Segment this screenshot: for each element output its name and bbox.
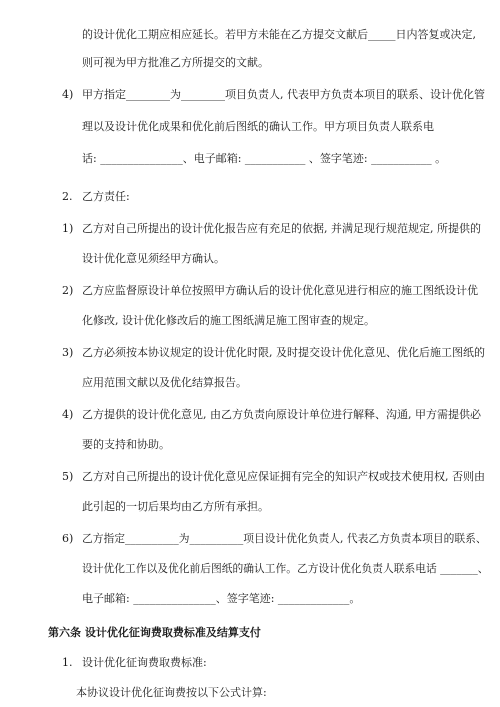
list-number: 1. (62, 656, 73, 669)
paragraph-line: 设计优化征询费取费标准: (82, 656, 207, 669)
list-number: 1) (62, 222, 74, 235)
paragraph-line: 电子邮箱: _______________、签字笔迹: _____________。 (82, 592, 361, 605)
section-heading: 乙方责任: (82, 190, 130, 203)
paragraph-line: 设计优化意见须经甲方确认。 (82, 252, 225, 265)
paragraph-line: 乙方提供的设计优化意见, 由乙方负责向原设计单位进行解释、沟通, 甲方需提供必 (82, 408, 481, 421)
list-number: 5) (62, 470, 74, 483)
list-number: 2) (62, 284, 74, 297)
paragraph-line: 化修改, 设计优化修改后的施工图纸满足施工图审查的规定。 (82, 314, 375, 327)
paragraph-line: 话: _______________、电子邮箱: ___________ 、签字笔迹: ___________ 。 (82, 152, 447, 165)
paragraph-line: 的设计优化工期应相应延长。若甲方未能在乙方提交文献后_____日内答复或决定, (82, 28, 476, 41)
paragraph-line: 理以及设计优化成果和优化前后图纸的确认工作。甲方项目负责人联系电 (82, 120, 434, 133)
list-number: 6) (62, 532, 74, 545)
list-number: 4) (62, 408, 74, 421)
paragraph-line: 乙方指定__________为__________项目设计优化负责人, 代表乙方负责本项目的联系、 (82, 532, 487, 545)
paragraph-line: 乙方必须按本协议规定的设计优化时限, 及时提交设计优化意见、优化后施工图纸的 (82, 346, 485, 359)
paragraph-line: 本协议设计优化征询费按以下公式计算: (76, 686, 267, 699)
list-number: 2. (62, 190, 73, 203)
paragraph-line: 乙方应监督原设计单位按照甲方确认后的设计优化意见进行相应的施工图纸设计优 (82, 284, 478, 297)
list-number: 3) (62, 346, 74, 359)
paragraph-line: 乙方对自己所提出的设计优化意见应保证拥有完全的知识产权或技术使用权, 否则由 (82, 470, 485, 483)
paragraph-line: 应用范围文献以及优化结算报告。 (82, 376, 247, 389)
paragraph-line: 此引起的一切后果均由乙方所有承担。 (82, 500, 269, 513)
paragraph-line: 要的支持和协助。 (82, 438, 170, 451)
paragraph-line: 乙方对自己所提出的设计优化报告应有充足的依据, 并满足现行规范规定, 所提供的 (82, 222, 481, 235)
list-number: 4) (62, 88, 74, 101)
article-heading: 第六条 设计优化征询费取费标准及结算支付 (48, 626, 261, 639)
paragraph-line: 甲方指定________为________项目负责人, 代表甲方负责本项目的联系、设计优化管 (82, 88, 485, 101)
paragraph-line: 设计优化工作以及优化前后图纸的确认工作。乙方设计优化负责人联系电话 _______、 (82, 562, 489, 575)
paragraph-line: 则可视为甲方批准乙方所提交的文献。 (82, 56, 269, 69)
